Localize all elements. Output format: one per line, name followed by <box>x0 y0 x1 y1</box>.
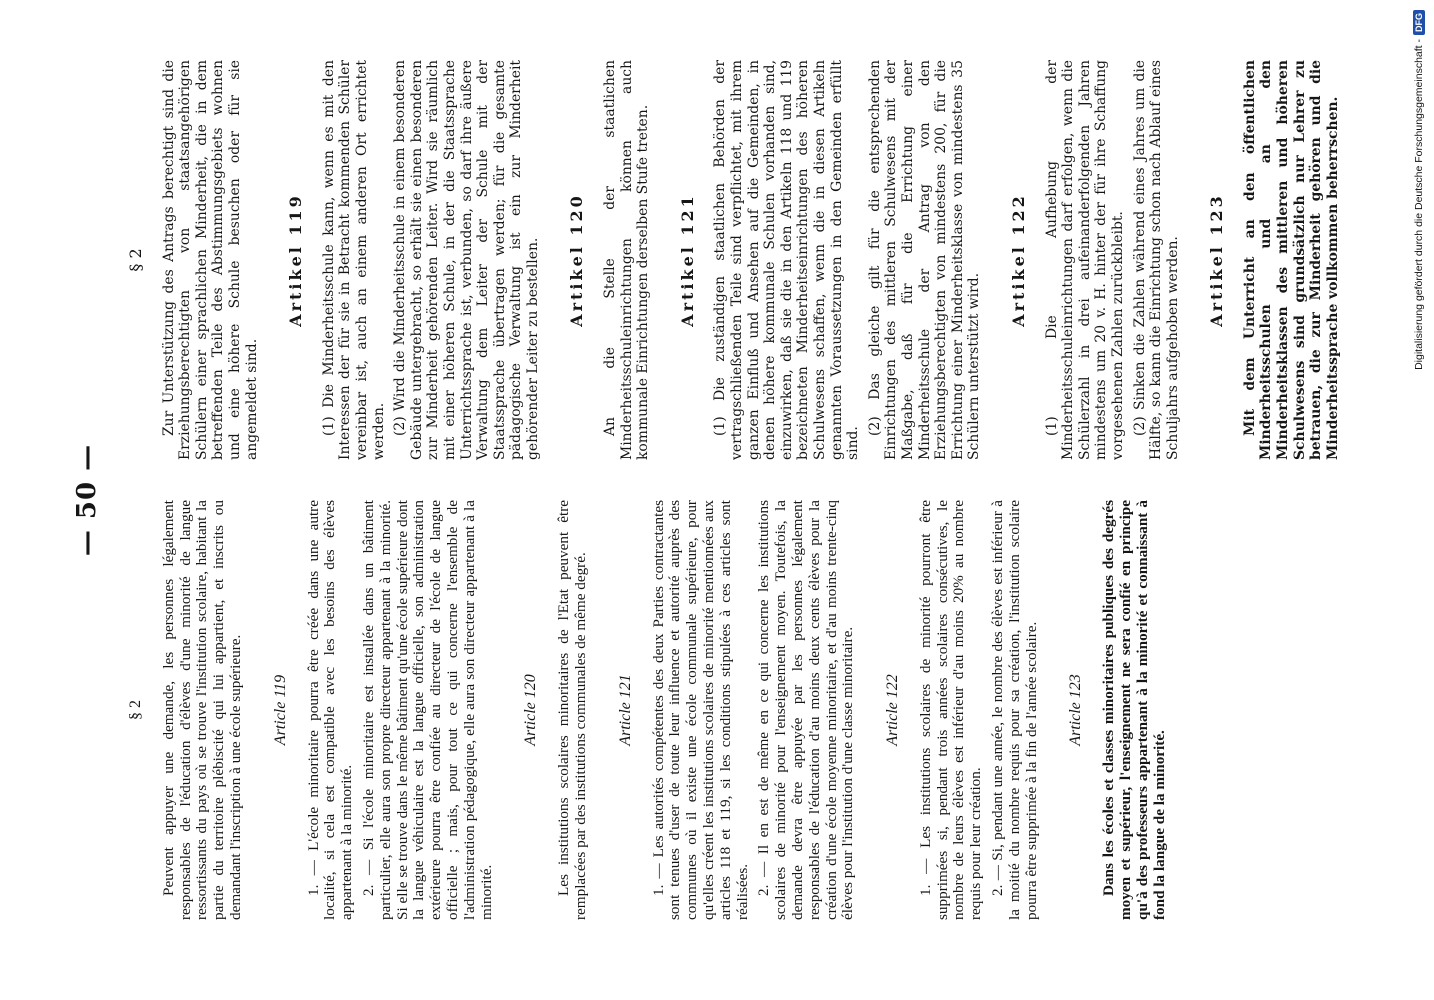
german-text-column <box>124 60 1346 460</box>
digitization-credit <box>1406 10 1432 410</box>
paragraph: (2) Das gleiche gilt für die entsprechenden Einrichtungen des mittleren Schulwesens mit der Maßgabe, daß für die Errichtung einer Minderheitsschule der Antrag von den Erziehungsberechtigten von mindestens 200, für die Errichtung einer Minderheitsklasse von mindestens 35 Schülern unterstützt wird. <box>866 60 983 460</box>
article-heading: Artikel 123 <box>1207 193 1227 327</box>
french-text-column <box>124 500 1173 920</box>
paragraph: (1) Die Minderheitsschule kann, wenn es mit den Interessen der für sie in Betracht kommenden Schüler vereinbar ist, auch an einem anderen Ort errichtet werden. <box>320 60 387 460</box>
paragraph: (1) Die zuständigen staatlichen Behörden der vertragschließenden Teile sind verpflichtet, mit ihrem ganzen Einfluß und Ansehen auf die Gemeinden, in denen höhere kommunale Schulen vorhanden sind, einzuwirken, daß sie die in den Artikeln 118 und 119 bezeichneten Minderheitseinrichtungen des höheren Schulwesens schaffen, wenn die in diesen Artikeln genannten Voraussetzungen in den Gemeinden erfüllt sind. <box>712 60 862 460</box>
paragraph: (2) Sinken die Zahlen während eines Jahres um die Hälfte, so kann die Einrichtung schon nach Ablauf eines Schuljahrs aufgehoben werden. <box>1131 60 1181 460</box>
article-heading: Article 121 <box>616 674 634 746</box>
article-heading: § 2 <box>126 248 145 272</box>
paragraph: Les institutions scolaires minoritaires de l'Etat peuvent être remplacées par des institutions communales de même degré. <box>555 500 589 920</box>
article-heading: Artikel 121 <box>677 193 697 327</box>
paragraph: An die Stelle der staatlichen Minderheitsschuleinrichtungen können auch kommunale Einrichtungen derselben Stufe treten. <box>602 60 652 460</box>
paragraph: 2. — Si, pendant une année, le nombre des élèves est inférieur à la moitié du nombre requis pour sa création, l'institution scolaire pourra être supprimée à la fin de l'année scolaire. <box>989 500 1040 920</box>
paragraph: Peuvent appuyer une demande, les personnes légalement responsables de l'éducation d'élèves d'une minorité de langue ressortissants du pays où se trouve l'institution scolaire, habitant la partie du territoire plébiscité qui lui appartient, et inscrits ou demandant l'inscription à une école supérieure. <box>159 500 244 920</box>
paragraph: Mit dem Unterricht an den öffentlichen Minderheitsschulen und an den Minderheitsklassen des mittleren und höheren Schulwesens sind grundsätzlich nur Lehrer zu betrauen, die zur Minderheit gehören und die Minderheitssprache vollkommen beherrschen. <box>1241 60 1341 460</box>
article-heading: Artikel 120 <box>567 193 587 327</box>
article-heading: § 2 <box>127 700 144 720</box>
paragraph: 1. — L'école minoritaire pourra être créée dans une autre localité, si cela est compatible avec les besoins des élèves appartenant à la minorité. <box>304 500 356 920</box>
article-heading: Article 123 <box>1067 674 1085 746</box>
article-heading: Artikel 119 <box>286 193 306 327</box>
page-number: — 50 — <box>72 443 102 557</box>
article-heading: Article 120 <box>522 674 540 746</box>
paragraph: 1. — Les autorités compétentes des deux Parties contractantes sont tenues d'user de toute leur influence et autorité auprès des communes où il existe une école communale supérieure, pour qu'elles créent les institutions scolaires de minorité mentionnées aux articles 118 et 119, si les conditions stipulées à ces articles sont réalisées. <box>649 500 751 920</box>
paragraph: Dans les écoles et classes minoritaires publiques des degrés moyen et supérieur, l'enseignement ne sera confié en principe qu'à des professeurs appartenant à la minorité et connaissant à fond la langue de la minorité. <box>1100 500 1168 920</box>
dfg-logo-icon: DFG <box>1413 10 1425 35</box>
paragraph: 2. — Il en est de même en ce qui concerne les institutions scolaires de minorité pour l'enseignement moyen. Toutefois, la demande devra être appuyée par les personnes légalement responsables de l'éducation d'au moins deux cents élèves pour la création d'une école moyenne minoritaire, et d'au moins trente-cinq élèves pour l'institution d'une classe minoritaire. <box>755 500 857 920</box>
paragraph: (1) Die Aufhebung der Minderheitsschuleinrichtungen darf erfolgen, wenn die Schülerzahl in drei aufeinanderfolgenden Jahren mindestens um 20 v. H. hinter der für ihre Schaffung vorgesehenen Zahlen zurückbleibt. <box>1043 60 1126 460</box>
article-heading: Article 119 <box>271 674 289 746</box>
paragraph: (2) Wird die Minderheitsschule in einem besonderen Gebäude untergebracht, so erhält sie einen besonderen zur Minderheit gehörenden Leiter. Wird sie räumlich mit einer höheren Schule, in der die Staatssprache Unterrichtssprache ist, verbunden, so darf ihre äußere Verwaltung dem Leiter der Schule mit der Staatssprache übertragen werden; für die gesamte pädagogische Verwaltung ist ein zur Minderheit gehörender Leiter zu bestellen. <box>392 60 541 460</box>
digitization-note-text: Digitalisierung gefördert durch die Deutsche Forschungsgemeinschaft - <box>1413 39 1425 370</box>
paragraph: 1. — Les institutions scolaires de minorité pourront être supprimées si, pendant trois années scolaires consécutives, le nombre de leurs élèves est inférieur d'au moins 20% au nombre requis pour leur création. <box>916 500 985 920</box>
paragraph: 2. — Si l'école minoritaire est installée dans un bâtiment particulier, elle aura son propre directeur appartenant à la minorité. Si elle se trouve dans le même bâtiment qu'une école supérieure dont la langue véhiculaire est la langue officielle, son administration extérieure pourra être confiée au directeur de l'école de langue officielle ; mais, pour tout ce qui concerne l'ensemble de l'administration pédagogique, elle aura son directeur appartenant à la minorité. <box>359 500 495 920</box>
paragraph: Zur Unterstützung des Antrags berechtigt sind die Erziehungsberechtigten von staatsangehörigen Schülern einer sprachlichen Minderheit, die in dem betreffenden Teile des Abstimmungsgebiets wohnen und eine höhere Schule besuchen oder für sie angemeldet sind. <box>160 60 260 460</box>
article-heading: Artikel 122 <box>1008 193 1028 327</box>
article-heading: Article 122 <box>884 674 902 746</box>
